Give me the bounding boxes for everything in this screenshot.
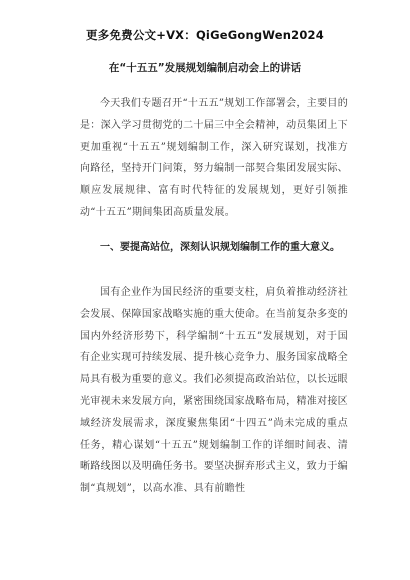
body-paragraph: 国有企业作为国民经济的重要支柱，肩负着推动经济社会发展、保障国家战略实施的重大使命。在当前复杂多变的国内外经济形势下，科学编制“十五五”发展规划，对于国有企业实现可持续发展、提升核心竞争力、服务国家战略全局具有极为重要的意义。我们必须提高政治站位，以长远眼光审视未来发展方向，紧密围绕国家战略布局，精准对接区域经济发展需求，深度聚焦集团“十四五”尚未完成的重点任务，精心谋划“十五五”规划编制工作的详细时间表、清晰路线图以及明确任务书。要坚决摒弃形式主义，致力于编制“真规划”，以高水准、具有前瞻性 [80,287,348,495]
watermark-header: 更多免费公文+VX：QiGeGongWen2024 [86,28,324,42]
section-heading: 一、要提高站位，深刻认识规划编制工作的重大意义。 [100,242,340,253]
intro-paragraph: 今天我们专题召开“十五五”规划工作部署会，主要目的是：深入学习贯彻党的二十届三中全会精神，动员集团上下更加重视“十五五”规划编制工作，深入研究谋划，找准方向路径，坚持开门问策，努力编制一部契合集团发展实际、顺应发展规律、富有时代特征的发展规划，更好引领推动“十五五”期间集团高质量发展。 [80,98,348,218]
page-title: 在“十五五”发展规划编制启动会上的讲话 [108,62,302,74]
